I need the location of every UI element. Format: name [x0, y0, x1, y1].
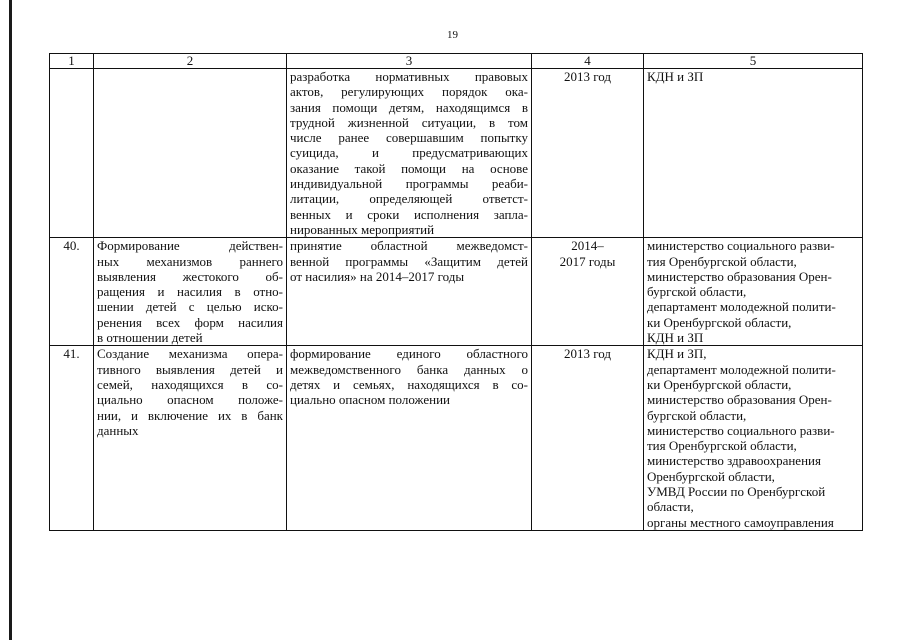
text-line: ки Оренбургской области, [647, 376, 792, 392]
plan-table [49, 53, 863, 531]
binding-edge-line [9, 0, 12, 640]
text-line: шении детей с целью иско- [97, 299, 283, 315]
text-line: выявления жестокого об- [97, 268, 283, 284]
header-cell-2: 2 [94, 54, 287, 69]
header-cell-1: 1 [50, 54, 94, 69]
text-line: министерство социального разви- [647, 238, 835, 254]
text-line: ки Оренбургской области, [647, 314, 792, 330]
text-line: тивного выявления детей и [97, 361, 283, 377]
responsible-cell [644, 238, 863, 346]
measure-cell [94, 69, 287, 238]
period-cell [532, 69, 644, 238]
text-line: министерство образования Орен- [647, 268, 832, 284]
measure-cell [94, 238, 287, 346]
header-cell-5: 5 [644, 54, 863, 69]
text-line: зания помощи детям, находящимся в [290, 99, 528, 115]
text-line: суицида, и предусматривающих [290, 145, 528, 161]
text-line: бургской области, [647, 407, 747, 423]
text-line: индивидуальной программы реаби- [290, 176, 528, 192]
table-row [50, 346, 863, 531]
text-line: УМВД России по Оренбургской [647, 484, 826, 500]
text-line: венной программы «Защитим детей [290, 253, 528, 269]
responsible-cell [644, 69, 863, 238]
text-line: ренения всех форм насилия [97, 314, 283, 330]
text-line: венных и сроки исполнения запла- [290, 206, 528, 222]
text-line: КДН и ЗП [647, 69, 704, 84]
text-line: 2017 годы [559, 253, 616, 269]
row-number-cell: 40. [50, 238, 94, 346]
text-line: ных механизмов раннего [97, 253, 283, 269]
action-cell [287, 346, 532, 531]
text-line: числе ранее совершавшим попытку [290, 130, 528, 146]
text-line: разработка нормативных правовых [290, 69, 528, 84]
text-line: детях и семьях, находящихся в со- [290, 376, 528, 392]
text-line: бургской области, [647, 284, 747, 300]
text-line: Оренбургской области, [647, 468, 775, 484]
table-row [50, 238, 863, 346]
header-row [50, 54, 863, 69]
period-cell [532, 346, 644, 531]
text-line: нии, и включение их в банк [97, 407, 283, 423]
row-number-cell [50, 69, 94, 238]
text-line: департамент молодежной полити- [647, 299, 836, 315]
text-line: трудной жизненной ситуации, в том [290, 114, 528, 130]
header-cell-4: 4 [532, 54, 644, 69]
action-cell [287, 238, 532, 346]
text-line: области, [647, 499, 694, 515]
action-cell [287, 69, 532, 238]
page-number: 19 [447, 29, 458, 41]
text-line: тия Оренбургской области, [647, 253, 797, 269]
text-line: министерство образования Орен- [647, 392, 832, 408]
text-line: Формирование действен- [97, 238, 283, 254]
measure-cell [94, 346, 287, 531]
text-line: органы местного самоуправления [647, 514, 834, 530]
responsible-cell [644, 346, 863, 531]
text-line: оказание такой помощи на основе [290, 160, 528, 176]
text-line: циально опасном положе- [97, 392, 283, 408]
text-line: департамент молодежной полити- [647, 361, 836, 377]
text-line: от насилия» на 2014–2017 годы [290, 268, 465, 284]
table-body [50, 69, 863, 531]
text-line: Создание механизма опера- [97, 346, 283, 362]
text-line: ращения и насилия в отно- [97, 284, 283, 300]
text-line: формирование единого областного [290, 346, 528, 362]
period-cell [532, 238, 644, 346]
header-cell-3: 3 [287, 54, 532, 69]
row-number-cell: 41. [50, 346, 94, 531]
table-row [50, 69, 863, 238]
text-line: семей, находящихся в со- [97, 376, 283, 392]
text-line: данных [97, 422, 139, 438]
text-line: принятие областной межведомст- [290, 238, 528, 254]
text-line: 2014– [571, 238, 604, 254]
text-line: 2013 год [564, 346, 611, 362]
text-line: министерство социального разви- [647, 422, 835, 438]
text-line: в отношении детей [97, 330, 203, 346]
text-line: КДН и ЗП [647, 330, 704, 346]
text-line: министерство здравоохранения [647, 453, 821, 469]
text-line: литации, определяющей ответст- [290, 191, 528, 207]
text-line: актов, регулирующих порядок ока- [290, 84, 528, 100]
text-line: КДН и ЗП, [647, 346, 707, 362]
text-line: тия Оренбургской области, [647, 438, 797, 454]
text-line: 2013 год [564, 69, 611, 84]
text-line: межведомственного банка данных о [290, 361, 528, 377]
text-line: циально опасном положении [290, 392, 451, 408]
text-line: нированных мероприятий [290, 221, 435, 237]
